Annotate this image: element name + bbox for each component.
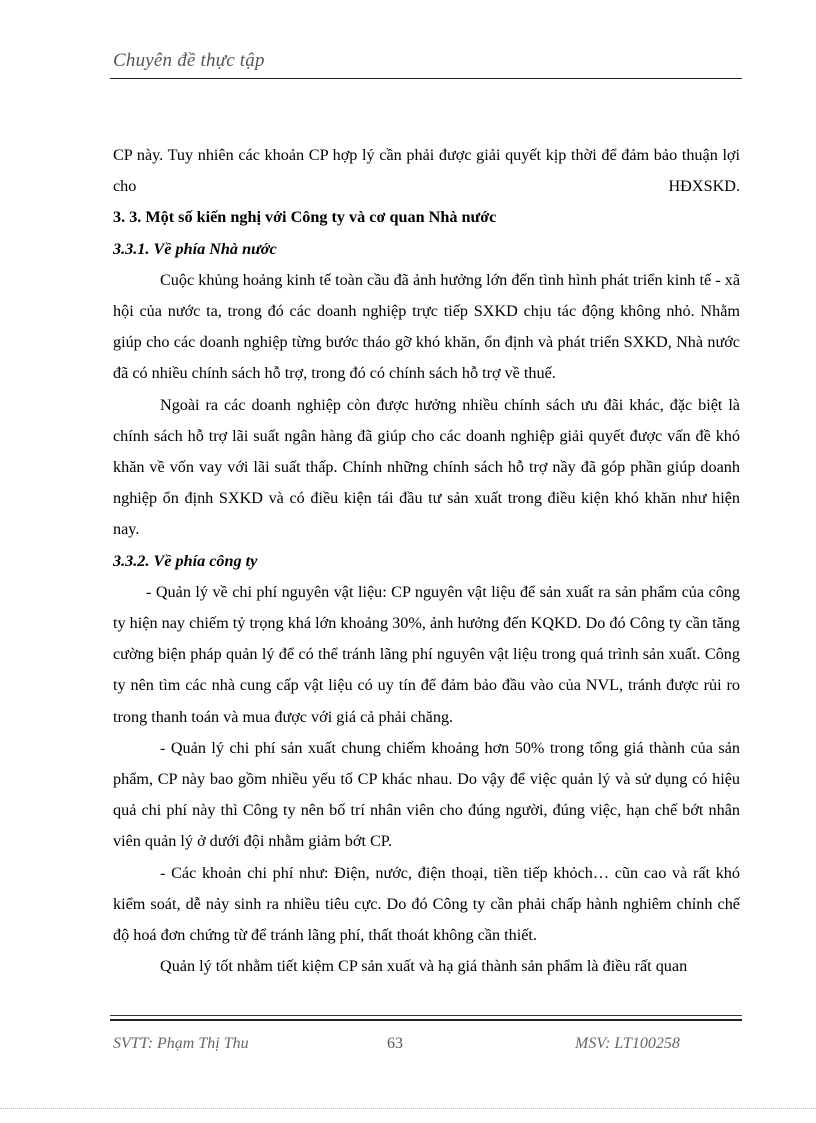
section-heading-3-3-2: 3.3.2. Về phía công ty bbox=[113, 551, 258, 570]
header-divider bbox=[110, 78, 742, 79]
paragraph-cong-ty-2: - Quản lý chi phí sản xuất chung chiếm khoảng hơn 50% trong tổng giá thành của sản phẩm, CP này bao gồm nhiều yếu tố CP khác nhau. Do vậy để việc quản lý và sử dụng có hiệu quả chi phí này thì Công ty nên bố trí nhân viên cho đúng người, đúng việc, hạn chế bớt nhân viên quản lý ở dưới đội nhằm giảm bớt CP. bbox=[113, 738, 740, 851]
paragraph-cong-ty-3: - Các khoản chi phí như: Điện, nước, điện thoại, tiền tiếp khỏch… cũn cao và rất khó kiểm soát, dễ nảy sinh ra nhiều tiêu cực. Do đó Công ty cần phải chấp hành nghiêm chỉnh chế độ hoá đơn chứng từ để tránh lãng phí, thất thoát không cần thiết. bbox=[113, 863, 740, 945]
paragraph-nha-nuoc-1: Cuộc khủng hoảng kinh tế toàn cầu đã ảnh hưởng lớn đến tình hình phát triển kinh tế - xã hội của nước ta, trong đó các doanh nghiệp trực tiếp SXKD chịu tác động không nhỏ. Nhằm giúp cho các doanh nghiệp từng bước tháo gỡ khó khăn, ổn định và phát triển SXKD, Nhà nước đã có nhiều chính sách hỗ trợ, trong đó có chính sách hỗ trợ về thuế. bbox=[113, 270, 740, 383]
section-heading-3-3: 3. 3. Một số kiến nghị với Công ty và cơ quan Nhà nước bbox=[113, 208, 497, 227]
footer-page-number: 63 bbox=[387, 1035, 403, 1052]
footer-student-code: MSV: LT100258 bbox=[575, 1035, 680, 1052]
paragraph-intro: CP này. Tuy nhiên các khoản CP hợp lý cần phải được giải quyết kịp thời để đảm bảo thuận lợi cho HĐXSKD. bbox=[113, 146, 740, 196]
footer-divider-thin bbox=[110, 1015, 742, 1016]
page-header-title: Chuyên đề thực tập bbox=[113, 50, 265, 71]
footer-divider-thick bbox=[110, 1019, 742, 1021]
paragraph-nha-nuoc-2: Ngoài ra các doanh nghiệp còn được hưởng nhiều chính sách ưu đãi khác, đặc biệt là chính sách hỗ trợ lãi suất ngân hàng đã giúp cho các doanh nghiệp giải quyết được vấn đề khó khăn về vốn vay với lãi suất thấp. Chính những chính sách hỗ trợ nầy đã góp phần giúp doanh nghiệp ổn định SXKD và có điều kiện tái đầu tư sản xuất trong điều kiện khó khăn như hiện nay. bbox=[113, 395, 740, 539]
paragraph-cong-ty-4: Quản lý tốt nhằm tiết kiệm CP sản xuất và hạ giá thành sản phẩm là điều rất quan bbox=[160, 957, 688, 976]
page-bottom-border bbox=[0, 1108, 816, 1109]
section-heading-3-3-1: 3.3.1. Về phía Nhà nước bbox=[113, 239, 277, 258]
document-body bbox=[113, 140, 740, 982]
paragraph-cong-ty-1: - Quản lý về chi phí nguyên vật liệu: CP nguyên vật liệu để sản xuất ra sản phẩm của công ty hiện nay chiếm tỷ trọng khá lớn khoảng 30%, ảnh hưởng đến KQKD. Do đó Công ty cần tăng cường biện pháp quản lý để có thể tránh lãng phí nguyên vật liệu trong quá trình sản xuất. Công ty nên tìm các nhà cung cấp vật liệu có uy tín để đảm bảo đầu vào của NVL, tránh được rủi ro trong thanh toán và mua được với giá cả phải chăng. bbox=[113, 582, 740, 726]
footer-student-name: SVTT: Phạm Thị Thu bbox=[113, 1035, 249, 1052]
